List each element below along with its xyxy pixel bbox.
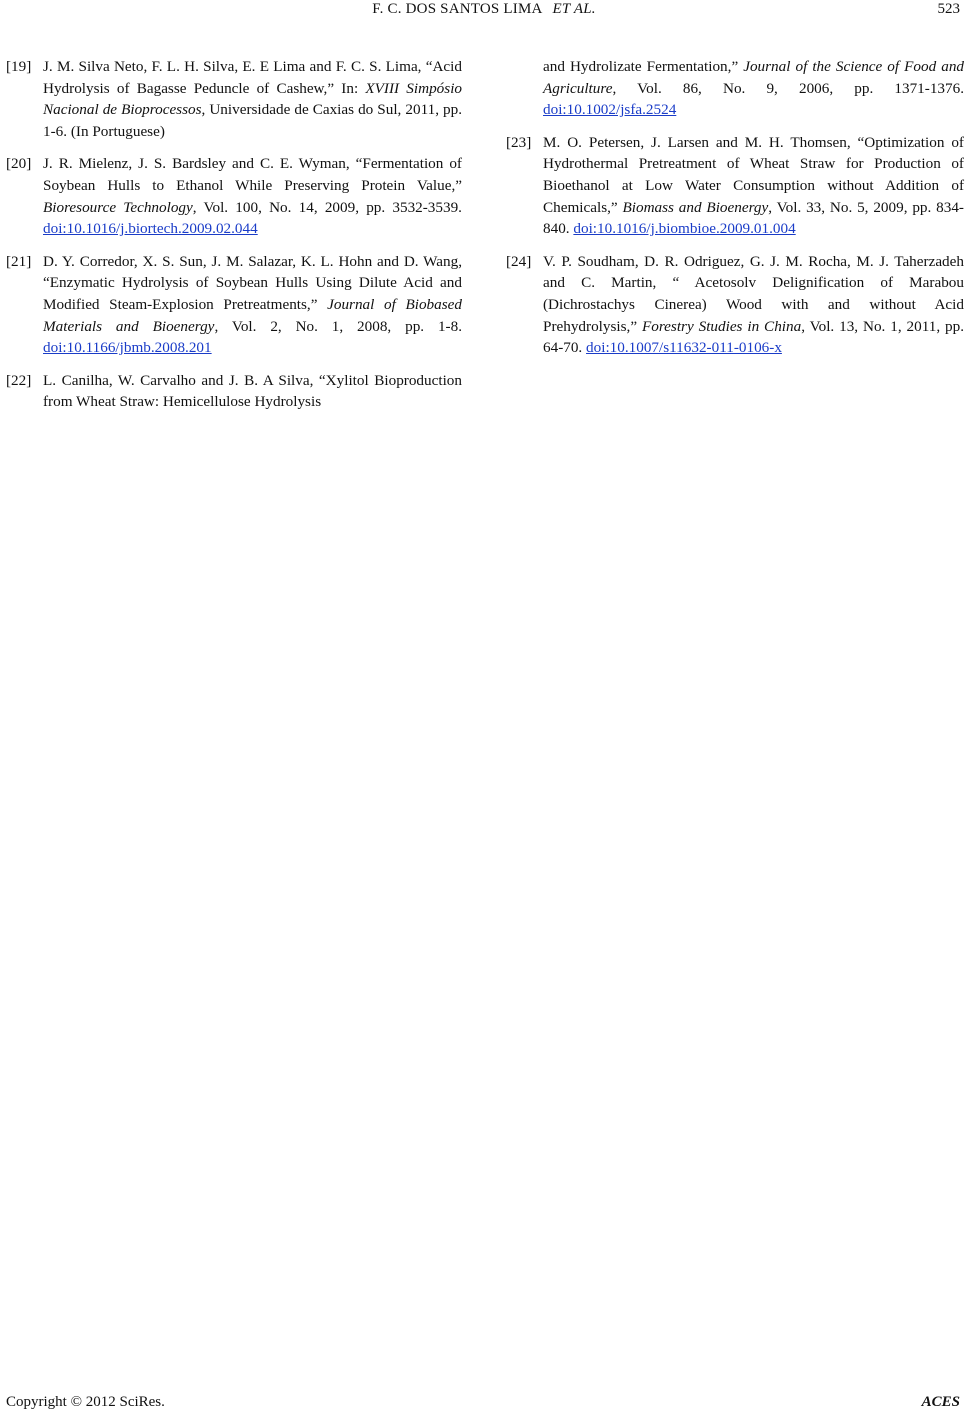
- doi-link[interactable]: doi:10.1016/j.biortech.2009.02.044: [43, 220, 258, 238]
- reference-number: [22]: [6, 371, 32, 389]
- journal-title: Journal of the Science of Food and Agriculture: [543, 58, 965, 97]
- reference-number: [20]: [6, 155, 32, 173]
- doi-link[interactable]: doi:10.1166/jbmb.2008.201: [43, 339, 212, 357]
- reference-number: [23]: [506, 133, 532, 151]
- reference-text: J. R. Mielenz, J. S. Bardsley and C. E. Wyman, “Fermentation of Soybean Hulls to Ethanol While Preserving Protein Value,”: [43, 155, 462, 194]
- reference-body: [543, 253, 964, 356]
- reference-entry: [6, 153, 462, 239]
- reference-body: [43, 372, 462, 411]
- reference-text: D. Y. Corredor, X. S. Sun, J. M. Salazar, K. L. Hohn and D. Wang, “Enzymatic Hydrolysis of Soybean Hulls Using Dilute Acid and Modified Steam-Explosion Pretreatments,”: [43, 252, 462, 313]
- copyright-notice: Copyright © 2012 SciRes.: [6, 1394, 165, 1410]
- reference-number: [19]: [6, 58, 32, 75]
- doi-link[interactable]: doi:10.1016/j.biombioe.2009.01.004: [573, 220, 796, 238]
- journal-title: Forestry Studies in China: [641, 317, 802, 335]
- reference-body: [43, 253, 462, 356]
- reference-text: , Vol. 13, No. 1, 2011, pp. 64-70.: [543, 317, 965, 357]
- page-footer: [0, 1394, 968, 1414]
- running-head: [0, 1, 968, 18]
- reference-number: [24]: [506, 252, 532, 270]
- left-column: [6, 56, 462, 424]
- page-header: [0, 0, 968, 24]
- reference-text: , Vol. 33, No. 5, 2009, pp. 834-840.: [543, 198, 964, 238]
- reference-body: [543, 134, 964, 237]
- reference-body: [43, 58, 462, 140]
- reference-text: , Vol. 2, No. 1, 2008, pp. 1-8.: [214, 317, 462, 335]
- running-head-etal: ET AL.: [552, 1, 596, 17]
- reference-body: [43, 155, 462, 237]
- reference-entry: [6, 56, 462, 142]
- reference-text: , Universidade de Caxias do Sul, 2011, pp. 1-6. (In Portuguese): [43, 101, 462, 140]
- reference-text: J. M. Silva Neto, F. L. H. Silva, E. E Lima and F. C. S. Lima, “Acid Hydrolysis of Bagasse Peduncle of Cashew,” In:: [43, 58, 462, 97]
- right-column: [506, 56, 964, 370]
- reference-text: , Vol. 86, No. 9, 2006, pp. 1371-1376.: [612, 79, 964, 97]
- reference-entry: [6, 251, 462, 359]
- reference-number: [21]: [6, 252, 32, 270]
- page-number: 523: [937, 1, 960, 17]
- reference-text: and Hydrolizate Fermentation,”: [543, 58, 744, 75]
- journal-abbreviation: ACES: [921, 1394, 960, 1410]
- doi-link[interactable]: doi:10.1007/s11632-011-0106-x: [586, 339, 782, 357]
- journal-title: Biomass and Bioenergy: [622, 198, 769, 216]
- reference-entry: [506, 132, 964, 240]
- reference-text: V. P. Soudham, D. R. Odriguez, G. J. M. Rocha, M. J. Taherzadeh and C. Martin, “ Acetosolv Delignification of Marabou (Dichrostachys Cinerea) Wood with and without Acid Prehydrolysis,”: [543, 252, 964, 335]
- reference-entry: [6, 370, 462, 413]
- journal-title: Journal of Biobased Materials and Bioenergy: [43, 295, 462, 335]
- journal-title: XVIII Simpósio Nacional de Bioprocessos: [43, 79, 463, 119]
- reference-text: , Vol. 100, No. 14, 2009, pp. 3532-3539.: [192, 198, 462, 216]
- reference-entry: [506, 251, 964, 359]
- doi-link[interactable]: doi:10.1002/jsfa.2524: [543, 101, 677, 119]
- journal-title: Bioresource Technology: [43, 198, 193, 216]
- reference-text: M. O. Petersen, J. Larsen and M. H. Thomsen, “Optimization of Hydrothermal Pretreatment of Wheat Straw for Production of Bioethanol at Low Water Consumption without Addition of Chemicals,”: [543, 133, 964, 216]
- running-head-authors: F. C. DOS SANTOS LIMA: [372, 1, 543, 17]
- reference-22-continuation: [506, 56, 964, 121]
- reference-text: L. Canilha, W. Carvalho and J. B. A Silva, “Xylitol Bioproduction from Wheat Straw: Hemicellulose Hydrolysis: [43, 371, 462, 411]
